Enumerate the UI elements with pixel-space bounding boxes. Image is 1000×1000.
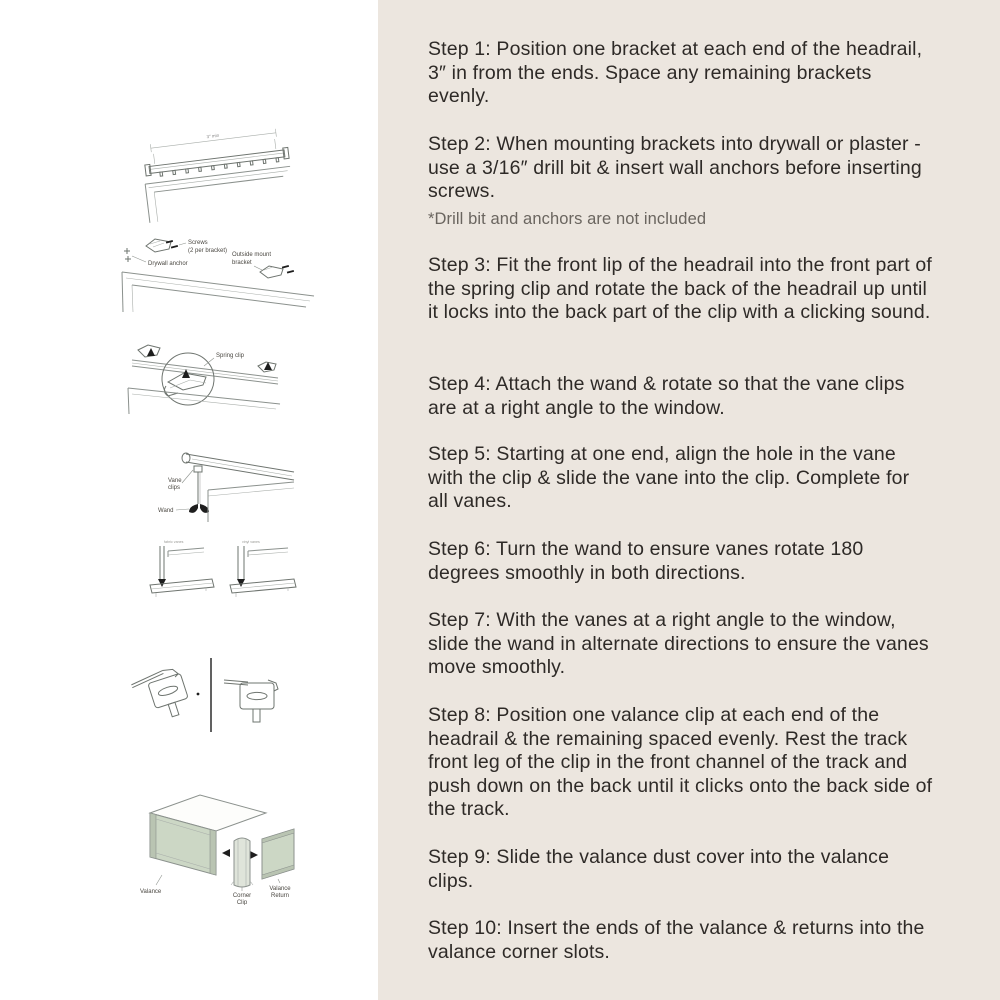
label-drywall-anchor: Drywall anchor: [148, 261, 188, 267]
step-1-text: Step 1: Position one bracket at each end of the headrail, 3″ in from the ends. Space any remaining brackets evenly.: [428, 38, 923, 108]
step-8-text: Step 8: Position one valance clip at each end of the headrail & the remaining spaced evenly. Rest the track front leg of the clip in the front channel of the track and push down on the back until it clicks onto the back side of the track.: [428, 704, 933, 821]
diagram-wand-attachment: [146, 440, 296, 525]
diagram-valance-assembly: [136, 783, 304, 905]
step-9-text: Step 9: Slide the valance dust cover into the valance clips.: [428, 846, 890, 892]
diagram-spring-clip: [120, 326, 292, 414]
label-valance-return-line2: Return: [270, 893, 290, 899]
label-corner-clip-line2: Clip: [236, 900, 248, 905]
headrail-dimension-label: 3″ min: [206, 132, 220, 140]
label-corner-clip-line1: Corner: [232, 893, 252, 899]
step-7-text: Step 7: With the vanes at a right angle to the window, slide the wand in alternate directions to ensure the vanes move smoothly.: [428, 609, 929, 679]
step-2-note: *Drill bit and anchors are not included: [428, 209, 707, 228]
label-outside-mount-line2: bracket: [232, 260, 252, 266]
label-wand: Wand: [158, 508, 174, 514]
diagram-valance-clip: [128, 652, 293, 737]
label-vane-clips-line1: Vane: [168, 478, 182, 484]
step-5-text: Step 5: Starting at one end, align the hole in the vane with the clip & slide the vane into the clip. Complete for all vanes.: [428, 443, 910, 513]
label-vane-clips-line2: clips: [168, 485, 181, 491]
label-vane-type-right: vinyl vanes: [242, 540, 260, 544]
step-4-text: Step 4: Attach the wand & rotate so that the vane clips are at a right angle to the window.: [428, 373, 905, 419]
label-screws-line2: (2 per bracket): [188, 248, 228, 254]
step-10-text: Step 10: Insert the ends of the valance & returns into the valance corner slots.: [428, 917, 925, 963]
label-outside-mount-line1: Outside mount: [232, 252, 272, 258]
diagram-headrail-placement: [132, 118, 307, 223]
step-2-block: [428, 133, 933, 229]
diagram-bracket-mounting: [116, 224, 321, 312]
step-3-text: Step 3: Fit the front lip of the headrail into the front part of the spring clip and rotate the back of the headrail up until it locks into the back part of the clip with a clicking sound.: [428, 254, 932, 324]
label-screws-line1: Screws: [188, 240, 208, 246]
step-6-text: Step 6: Turn the wand to ensure vanes rotate 180 degrees smoothly in both directions.: [428, 538, 864, 584]
label-valance: Valance: [140, 889, 162, 895]
label-vane-type-left: fabric vanes: [164, 540, 184, 544]
label-spring-clip: Spring clip: [216, 353, 245, 359]
step-2-text: Step 2: When mounting brackets into drywall or plaster - use a 3/16″ drill bit & insert wall anchors before inserting screws.: [428, 133, 922, 203]
label-valance-return-line1: Valance: [269, 886, 291, 892]
diagram-vane-insertion: [142, 535, 302, 607]
